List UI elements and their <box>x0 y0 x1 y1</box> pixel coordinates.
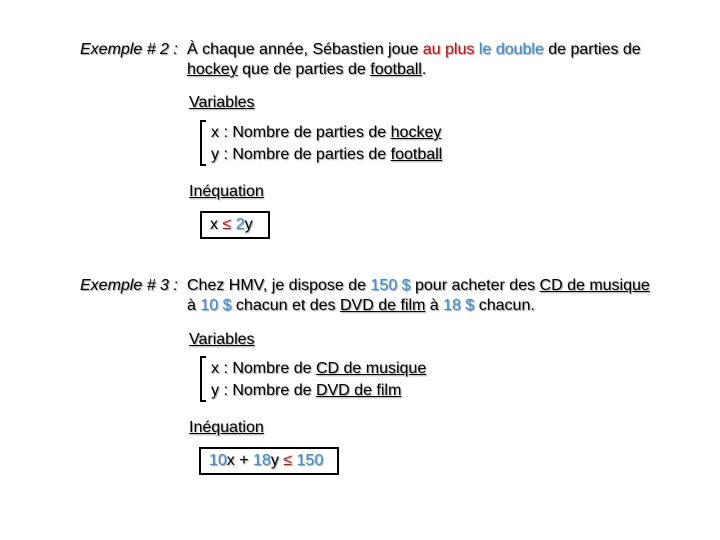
ex3-var-x-term: CD de musique <box>315 360 427 377</box>
example-2-statement-line2 <box>187 60 426 80</box>
ex2-text: À chaque année, Sébastien joue <box>187 41 423 58</box>
ex2-variable-y <box>211 145 442 165</box>
ex3-ineq-rhs: 150 <box>296 452 324 469</box>
ex2-var-x-text: x : Nombre de parties de <box>211 124 391 141</box>
ex3-ineq-c1: 10 <box>209 452 227 469</box>
ex3-var-y-term: DVD de film <box>315 382 402 399</box>
ex3-cd: CD de musique <box>539 277 650 294</box>
ex2-variables-bracket <box>199 120 207 166</box>
ex3-dvd-price: 18 $ <box>443 297 475 314</box>
ex3-dvd: DVD de film <box>340 297 426 314</box>
ex3-ineq-c2: 18 <box>253 452 271 469</box>
ex3-variable-y <box>211 381 401 401</box>
ex3-ineq-op: ≤ <box>283 452 293 469</box>
ex3-variable-x <box>211 359 426 379</box>
ex2-football: football <box>370 61 422 78</box>
ex3-ineq-y: y <box>270 452 279 469</box>
ex3-variables-bracket <box>199 356 207 402</box>
ex3-variables-heading: Variables <box>189 331 255 348</box>
ex2-le-double: le double <box>478 41 544 58</box>
ex3-inequation-box <box>199 447 339 475</box>
example-3-statement-line2 <box>187 296 535 316</box>
ex3-text: Chez HMV, je dispose de <box>187 277 371 294</box>
ex2-hockey: hockey <box>187 61 238 78</box>
ex2-period: . <box>421 61 427 78</box>
ex3-inequation-heading: Inéquation <box>189 419 264 436</box>
example-2-statement-line1 <box>187 40 641 60</box>
ex2-variables-heading: Variables <box>189 94 255 111</box>
ex2-ineq-op: ≤ <box>222 216 232 233</box>
example-3-label: Exemple # 3 : <box>80 277 178 294</box>
ex3-ineq-x: x + <box>226 452 254 469</box>
ex2-var-y-text: y : Nombre de parties de <box>211 146 391 163</box>
ex2-text-mid: que de parties de <box>237 61 371 78</box>
ex2-variable-x <box>211 123 441 143</box>
example-3-statement-line1 <box>187 276 650 296</box>
ex3-text-mid: pour acheter des <box>410 277 540 294</box>
ex2-ineq-x: x <box>210 216 218 233</box>
ex3-text-2: chacun et des <box>231 297 340 314</box>
ex3-var-x-text: x : Nombre de <box>211 360 316 377</box>
ex2-text-end: de parties de <box>543 41 641 58</box>
ex2-au-plus: au plus <box>422 41 475 58</box>
example-2-label: Exemple # 2 : <box>80 41 178 58</box>
ex3-var-y-text: y : Nombre de <box>211 382 316 399</box>
ex2-inequation-box <box>200 211 270 239</box>
ex3-a: à <box>187 297 201 314</box>
ex3-a2: à <box>425 297 444 314</box>
ex2-ineq-coef: 2 <box>235 216 245 233</box>
ex2-var-x-term: hockey <box>390 124 442 141</box>
ex3-budget: 150 $ <box>370 277 411 294</box>
ex2-ineq-y: y <box>244 216 253 233</box>
ex2-var-y-term: football <box>390 146 443 163</box>
ex3-end: chacun. <box>474 297 535 314</box>
ex3-cd-price: 10 $ <box>200 297 232 314</box>
ex2-inequation-heading: Inéquation <box>189 183 264 200</box>
